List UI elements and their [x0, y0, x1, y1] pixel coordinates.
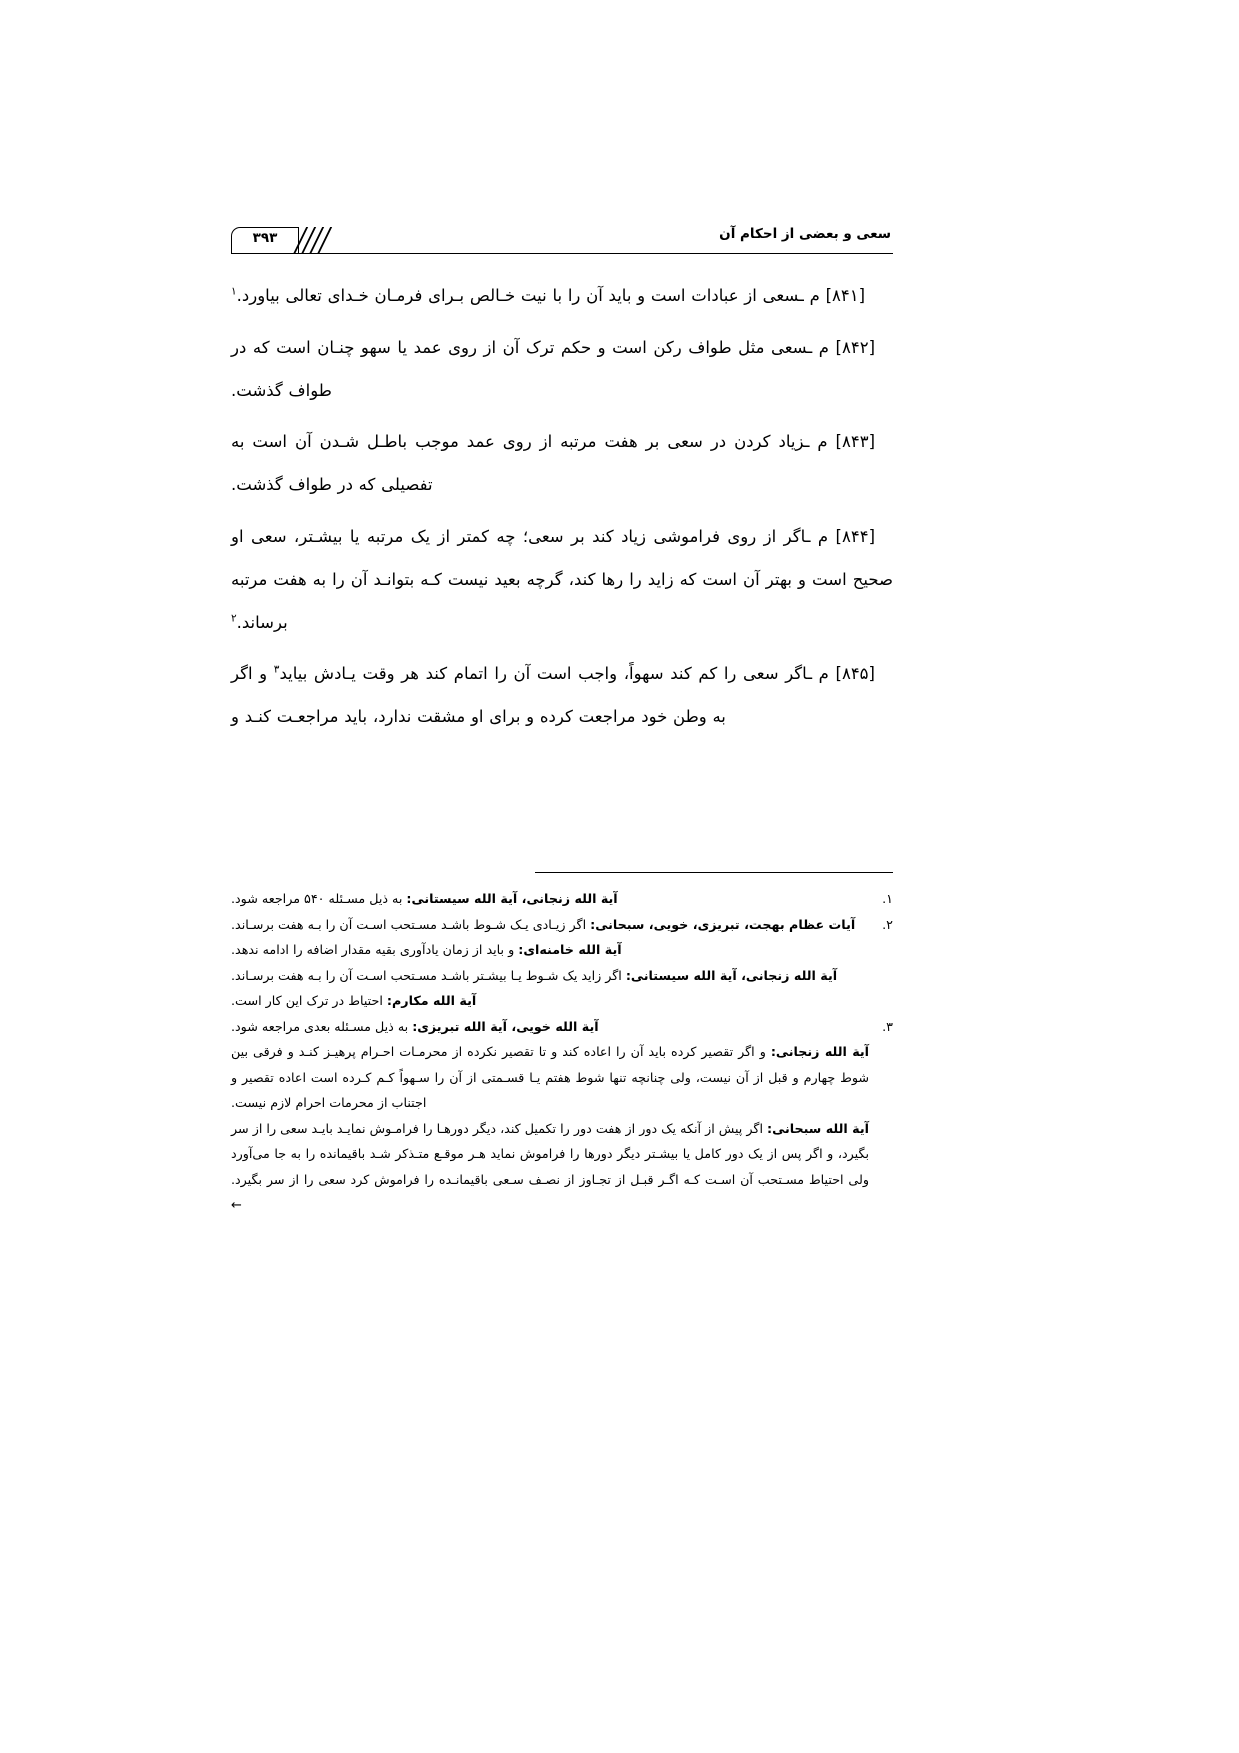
body-text-area [231, 274, 893, 747]
footnote-2-text-a: اگر زیـادی یـک شـوط باشـد مسـتحب اسـت آن را بـه هفت برسـاند. [231, 916, 591, 932]
footnote-ref-3[interactable]: ۳ [273, 663, 280, 676]
masala-845 [231, 652, 893, 738]
footnote-3-line-c [231, 1116, 893, 1219]
footnote-2-line-d [231, 988, 893, 1014]
page-number: ۳۹۳ [252, 230, 278, 246]
masala-841-text: سعی از عبادات است و باید آن را با نیت خـالص بـرای فرمـان خـدای تعالی بیاورد. [236, 286, 800, 305]
footnote-3-text-a: به ذیل مسـئله بعدی مراجعه شود. [231, 1018, 413, 1034]
footnote-2-authority-a: آیات عظام بهجت، تبریزی، خویی، سبحانی: [590, 916, 856, 932]
slashes-ornament-icon [291, 227, 341, 255]
masala-842-marker: [۸۴۲] م ـ [807, 337, 875, 357]
footnote-2-authority-b: آیة الله خامنه‌ای: [518, 942, 622, 957]
masala-845-text: اگر سعی را کم کند سهواً، واجب است آن را اتمام کند هر وقت یـادش بیاید [279, 664, 808, 683]
footnote-2-authority-d: آیة الله مکارم: [386, 993, 477, 1008]
footnote-3-text-b: و اگر تقصیر کرده باید آن را اعاده کند و تا تقصیر نکرده از محرمـات احـرام پرهیـز کنـد و فرقی بین شوط چهارم و قبل از آن نیست، ولی چنانچه تنها شوط هفتم یـا قسـمتی از آن را سـهواً کـم کـرده است اعاده تقصیر و اجتناب از محرمات احرام لازم نیست. [231, 1044, 869, 1110]
footnote-2 [231, 912, 893, 938]
masala-843-marker: [۸۴۳] م ـ [804, 432, 876, 451]
footnote-ref-1[interactable]: ۱ [231, 285, 237, 298]
continuation-arrow-icon: ← [231, 1198, 242, 1213]
page-content-column [231, 0, 893, 1753]
footnote-3-authority-b: آیة الله زنجانی: [770, 1044, 869, 1059]
masala-844-marker: [۸۴۴] م ـ [805, 526, 875, 546]
footnote-1-authority: آیة الله زنجانی، آیة الله سیستانی: [406, 891, 618, 906]
footnote-1-body [231, 886, 869, 912]
masala-845-text-continued: و اگر به وطن خود مراجعت کرده و برای او مشقت ندارد، باید مراجعـت کنـد و [231, 664, 726, 726]
footnote-ref-2[interactable]: ۲ [231, 612, 237, 624]
footnote-3-text-c: اگر پیش از آنکه یک دور از هفت دور را تکمیل کند، دیگر دورهـا را فرامـوش نمایـد بایـد سعی را از سر بگیرد، و اگر پس از یک دور کامل یا بیشـتر دیگر دورها را فراموش نماید هـر موقـع متـذکر شـد باقیمانده را به جا می‌آورد ولی احتیاط مسـتحب آن اسـت کـه اگـر قبـل از تجـاوز از نصـف سـعی باقیمانـده را فراموش کرد سعی را از سر بگیرد. [231, 1120, 869, 1187]
footnote-2-authority-c: آیة الله زنجانی، آیة الله سیستانی: [625, 967, 838, 983]
footnote-separator [535, 872, 893, 873]
footnote-1-marker: ۱. [882, 891, 893, 906]
masala-843-text: زیاد کردن در سعی بر هفت مرتبه از روی عمد موجب باطـل شـدن آن است به تفصیلی که در طواف گذشت. [231, 432, 805, 494]
masala-841-marker: [۸۴۱] م ـ [799, 286, 866, 305]
masala-844 [231, 515, 893, 644]
footnote-3-authority-a: آیة الله خویی، آیة الله تبریزی: [412, 1018, 599, 1034]
footnote-2-line-c [231, 963, 893, 989]
masala-843 [231, 420, 893, 506]
footnote-3-authority-c: آیة الله سبحانی: [767, 1120, 869, 1136]
footnote-1-text: به ذیل مسـئله ۵۴۰ مراجعه شود. [231, 891, 407, 906]
footnote-3-line-b [231, 1039, 893, 1116]
footnote-2-text-c: اگر زاید یک شـوط یـا بیشـتر باشـد مسـتحب اسـت آن را بـه هفت برسـاند. [231, 967, 626, 983]
masala-842 [231, 326, 893, 412]
masala-841 [231, 274, 893, 317]
footnote-2-line-b [231, 937, 893, 963]
running-head [231, 222, 893, 256]
footnote-3-body [231, 1014, 869, 1040]
footnote-2-body [231, 912, 869, 938]
footnote-1 [231, 886, 893, 912]
footnote-3-marker: ۳. [882, 1018, 893, 1034]
folio-box [231, 227, 337, 257]
masala-842-text: سعی مثل طواف رکن است و حکم ترک آن از روی عمد یا سهو چنـان است که در طواف گذشت. [231, 337, 808, 400]
page-title: سعی و بعضی از احکام آن [719, 226, 891, 242]
masala-844-text: اگر از روی فراموشی زیاد کند بر سعی؛ چه کمتر از یک مرتبه یا بیشـتر، سعی او صحیح است و بهتر آن است که زاید را رها کند، گرچه بعید نیست کـه بتوانـد آن را به هفت مرتبه برساند. [231, 526, 893, 632]
masala-845-marker: [۸۴۵] م ـ [807, 664, 875, 683]
footnote-2-text-b: و باید از زمان یادآوری بقیه مقدار اضافه را ادامه ندهد. [231, 942, 519, 957]
footnote-3 [231, 1014, 893, 1040]
footnote-2-text-d: احتیاط در ترک این کار است. [231, 993, 387, 1008]
footnote-2-marker: ۲. [882, 916, 893, 932]
footnote-area [231, 886, 893, 1219]
